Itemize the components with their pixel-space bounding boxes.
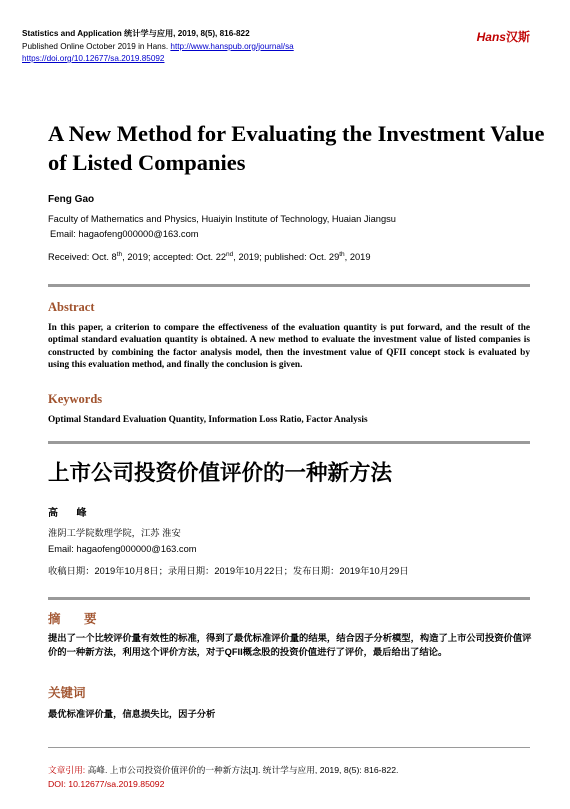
publisher-logo [477, 28, 530, 45]
doi-link[interactable]: https://doi.org/10.12677/sa.2019.85092 [22, 54, 165, 63]
section-divider [48, 597, 530, 600]
dates-cn: 收稿日期：2019年10月8日；录用日期：2019年10月22日；发布日期：2019年10月29日 [48, 566, 409, 576]
keywords-cn: 最优标准评价量，信息损失比，因子分析 [48, 709, 216, 719]
journal-line: Statistics and Application 统计学与应用, 2019, 8(5), 816-822 [22, 29, 250, 38]
published-prefix: Published Online October 2019 in Hans. [22, 41, 169, 51]
accepted-sup: nd [226, 251, 234, 258]
citation-text: 高峰. 上市公司投资价值评价的一种新方法[J]. 统计学与应用, 2019, 8(5): 816-822. [87, 765, 399, 775]
published-line [22, 41, 462, 54]
logo-cn: 汉斯 [505, 30, 530, 44]
footer-divider [48, 747, 530, 748]
abstract-body-en: In this paper, a criterion to compare the effectiveness of the evaluation quantity is put forward, and the result of the optimal standard evaluation quantity is obtained. A new method to evaluate the investment value of listed companies is constructed by combining the factor analysis model, then the investment value of QFII concept stock is evaluated by using this evaluation method, and finally the conclusion is given. [48, 323, 530, 370]
published-year: , 2019 [344, 252, 371, 263]
published-sup: th [339, 251, 345, 258]
received-date: Received: Oct. 8 [48, 252, 117, 263]
keywords-heading-cn: 关键词 [48, 686, 86, 700]
author-en: Feng Gao [48, 194, 95, 205]
affiliation-en-block [48, 212, 396, 242]
email-en: Email: hagaofeng000000@163.com [50, 229, 199, 239]
journal-url-link[interactable]: http://www.hanspub.org/journal/sa [170, 41, 294, 51]
paper-title-en: A New Method for Evaluating the Investment Value of Listed Companies [48, 121, 545, 175]
affiliation-cn: 淮阴工学院数理学院，江苏 淮安 [48, 528, 181, 538]
logo-latin: Hans [476, 30, 506, 44]
section-divider [48, 441, 530, 444]
citation-label: 文章引用: [48, 765, 88, 775]
journal-header [22, 28, 462, 66]
accepted-date: , 2019; accepted: Oct. 22 [122, 252, 227, 263]
keywords-heading-en: Keywords [48, 392, 103, 406]
affiliation-cn-block [48, 525, 196, 557]
email-cn: Email: hagaofeng000000@163.com [48, 544, 197, 554]
received-sup: th [116, 251, 123, 258]
author-cn: 高 峰 [48, 508, 95, 519]
citation-line [48, 764, 398, 778]
abstract-heading-cn: 摘 要 [48, 612, 107, 626]
affiliation-en: Faculty of Mathematics and Physics, Huaiyin Institute of Technology, Huaian Jiangsu [48, 214, 396, 224]
published-date: , 2019; published: Oct. 29 [233, 252, 340, 263]
abstract-body-cn: 提出了一个比较评价量有效性的标准，得到了最优标准评价量的结果，结合因子分析模型，构造了上市公司投资价值评价的一种新方法，利用这个评价方法，对于QFII概念股的投资价值进行了评价，最后给出了结论。 [48, 633, 532, 657]
abstract-heading-en: Abstract [48, 300, 95, 314]
dates-en [48, 251, 371, 262]
citation-doi: DOI: 10.12677/sa.2019.85092 [48, 778, 165, 789]
section-divider [48, 284, 530, 287]
paper-title-cn: 上市公司投资价值评价的一种新方法 [48, 461, 393, 485]
citation-block [48, 764, 398, 791]
keywords-en: Optimal Standard Evaluation Quantity, Information Loss Ratio, Factor Analysis [48, 415, 368, 425]
